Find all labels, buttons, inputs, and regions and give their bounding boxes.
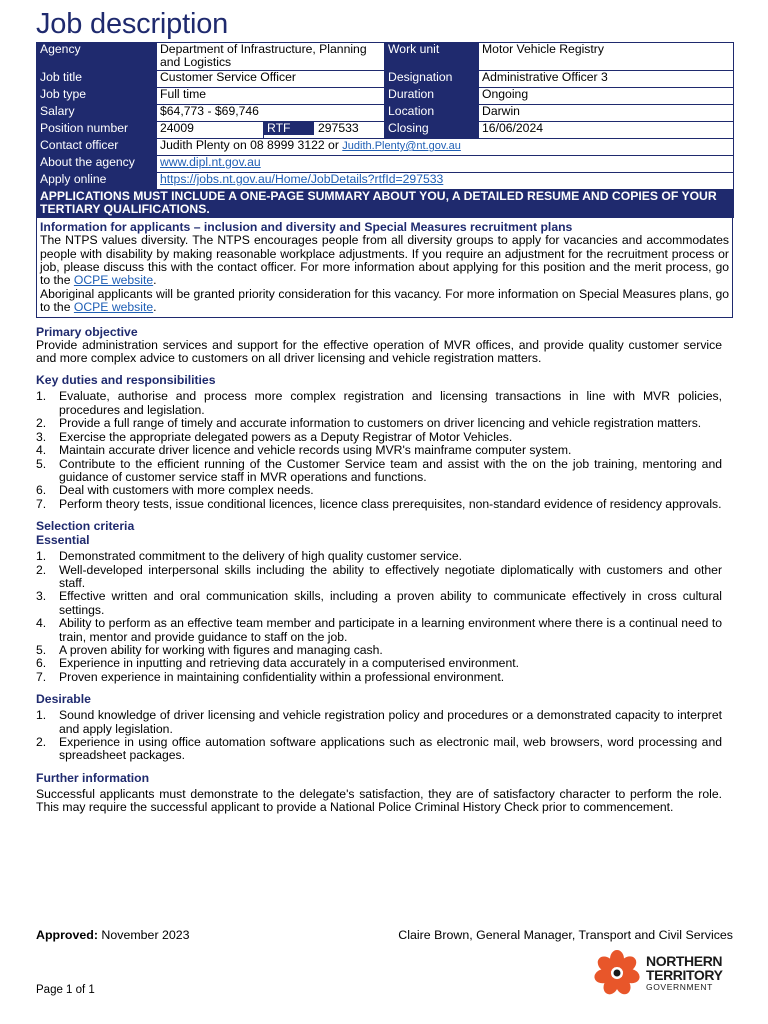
location-value: Darwin [479, 105, 734, 122]
list-item: Experience in using office automation software applications such as electronic mail, web browsers, word processing and spreadsheet packages. [59, 735, 722, 763]
closing-value: 16/06/2024 [479, 122, 734, 139]
key-duties-heading: Key duties and responsibilities [36, 373, 216, 388]
list-item: Well-developed interpersonal skills including the ability to effectively negotiate diplomatically with customers and other staff. [59, 562, 722, 590]
apply-label: Apply online [37, 173, 157, 190]
approved-label: Approved: [36, 928, 98, 942]
rtf-label: RTF [264, 122, 314, 135]
list-item: Perform theory tests, issue conditional licences, licence class prerequisites, non-standard evidence of residency approvals. [59, 496, 722, 511]
duration-value: Ongoing [479, 88, 734, 105]
list-item: Maintain accurate driver licence and vehicle records using MVR's mainframe computer system. [59, 443, 572, 458]
apply-online-link[interactable]: https://jobs.nt.gov.au/Home/JobDetails?rtfId=297533 [160, 172, 444, 186]
row-banner [37, 190, 734, 218]
position-number-text: 24009 [160, 121, 194, 135]
logo-line-3: GOVERNMENT [646, 982, 713, 992]
apply-value [157, 173, 734, 190]
rtf-cell [264, 122, 385, 139]
ocpe-website-link-1[interactable]: OCPE website [73, 273, 154, 288]
further-information-heading: Further information [36, 770, 150, 785]
row-apply [37, 173, 734, 190]
aboriginal-text: Aboriginal applicants will be granted priority consideration for this vacancy. For more information on Special Measures plans, go to the [40, 286, 729, 315]
list-item: Deal with customers with more complex needs. [59, 483, 314, 498]
salary-label: Salary [37, 105, 157, 122]
row-about [37, 156, 734, 173]
nt-government-logo [594, 947, 738, 999]
list-item: Provide a full range of timely and accurate information to customers on driver licencing and vehicle registration matters. [59, 416, 702, 431]
logo-wordmark [646, 954, 723, 992]
essential-criteria-list [36, 550, 733, 684]
row-agency [37, 43, 734, 71]
work-unit-value: Motor Vehicle Registry [479, 43, 734, 71]
position-number-label: Position number [37, 122, 157, 139]
aboriginal-text-end: . [153, 300, 157, 315]
row-salary [37, 105, 734, 122]
position-number-value [157, 122, 264, 139]
primary-objective-heading: Primary objective [36, 324, 138, 339]
contact-text: Judith Plenty on 08 8999 3122 or [160, 138, 343, 152]
selection-criteria-heading: Selection criteria [36, 519, 135, 534]
aboriginal-paragraph [40, 288, 729, 315]
list-item: Contribute to the efficient running of the Customer Service team and assist with the on the job training, mentoring and guidance of customer service staff in MVR operations and functions. [59, 456, 722, 484]
job-title-label: Job title [37, 71, 157, 88]
job-info-table [36, 42, 734, 218]
job-description-page [36, 6, 733, 815]
row-contact [37, 139, 734, 156]
contact-label: Contact officer [37, 139, 157, 156]
approved-date: November 2023 [97, 928, 190, 942]
list-item: Demonstrated commitment to the delivery of high quality customer service. [59, 549, 463, 564]
applications-banner: APPLICATIONS MUST INCLUDE A ONE-PAGE SUMMARY ABOUT YOU, A DETAILED RESUME AND COPIES OF YOUR TERTIARY QUALIFICATIONS. [37, 190, 734, 218]
about-label: About the agency [37, 156, 157, 173]
logo-line-1: NORTHERN [646, 953, 723, 969]
job-type-label: Job type [37, 88, 157, 105]
desirable-criteria-list [36, 709, 733, 763]
about-value [157, 156, 734, 173]
nt-flower-icon [594, 950, 640, 996]
list-item: Sound knowledge of driver licensing and vehicle registration policy and procedures or a demonstrated capacity to interpret and apply legislation. [59, 708, 722, 736]
list-item: Proven experience in maintaining confidentiality within a professional environment. [59, 669, 505, 684]
diversity-paragraph [40, 234, 729, 288]
closing-label: Closing [385, 122, 479, 139]
rtf-value: 297533 [318, 121, 359, 135]
applicants-info-heading: Information for applicants – inclusion and diversity and Special Measures recruitment plans [40, 219, 573, 234]
page-title: Job description [36, 8, 229, 40]
salary-value: $64,773 - $69,746 [157, 105, 385, 122]
list-item: A proven ability for working with figures and managing cash. [59, 642, 383, 657]
row-job-type [37, 88, 734, 105]
designation-label: Designation [385, 71, 479, 88]
agency-website-link[interactable]: www.dipl.nt.gov.au [160, 155, 261, 169]
further-information-text: Successful applicants must demonstrate to the delegate's satisfaction, they are of satisfactory character to perform the role. This may require the successful applicant to provide a National Police Criminal History Check prior to commencement. [36, 786, 722, 815]
essential-heading: Essential [36, 533, 90, 548]
work-unit-label: Work unit [385, 43, 479, 71]
diversity-text-end: . [153, 273, 157, 288]
approval-footer [36, 929, 733, 942]
agency-value: Department of Infrastructure, Planning and Logistics [157, 43, 385, 71]
page-number: Page 1 of 1 [36, 984, 95, 996]
row-job-title [37, 71, 734, 88]
job-type-value: Full time [157, 88, 385, 105]
job-title-value: Customer Service Officer [157, 71, 385, 88]
applicants-info-box [36, 218, 733, 318]
primary-objective-text: Provide administration services and support for the effective operation of MVR offices, and provide quality customer service and more complex advice to customers on all driver licensing and vehicle registration matters. [36, 337, 722, 366]
logo-line-2: TERRITORY [646, 967, 723, 983]
duration-label: Duration [385, 88, 479, 105]
list-item: Experience in inputting and retrieving data accurately in a computerised environment. [59, 656, 520, 671]
list-item: Ability to perform as an effective team member and participate in a learning environment where there is a continual need to train, mentor and provide guidance to staff on the job. [59, 616, 722, 644]
key-duties-list [36, 390, 733, 511]
list-item: Effective written and oral communication skills, including a proven ability to communicate effectively in cross cultural settings. [59, 589, 722, 617]
approved-info [36, 929, 190, 942]
contact-email-link[interactable]: Judith.Plenty@nt.gov.au [342, 140, 461, 152]
list-item: Exercise the appropriate delegated powers as a Deputy Registrar of Motor Vehicles. [59, 429, 513, 444]
row-position-number [37, 122, 734, 139]
list-item: Evaluate, authorise and process more complex registration and licensing transactions in line with MVR policies, procedures and legislation. [59, 389, 722, 417]
desirable-heading: Desirable [36, 692, 91, 707]
contact-value [157, 139, 734, 156]
designation-value: Administrative Officer 3 [479, 71, 734, 88]
diversity-text: The NTPS values diversity. The NTPS encourages people from all diversity groups to apply for vacancies and accommodates people with disability by making reasonable workplace adjustments. If you require an adjustment for the recruitment process or job, please discuss this with the contact officer. For more information about applying for this position and the merit process, go to the [40, 233, 729, 288]
agency-label: Agency [37, 43, 157, 71]
ocpe-website-link-2[interactable]: OCPE website [73, 300, 154, 315]
signatory: Claire Brown, General Manager, Transport and Civil Services [398, 928, 733, 942]
location-label: Location [385, 105, 479, 122]
